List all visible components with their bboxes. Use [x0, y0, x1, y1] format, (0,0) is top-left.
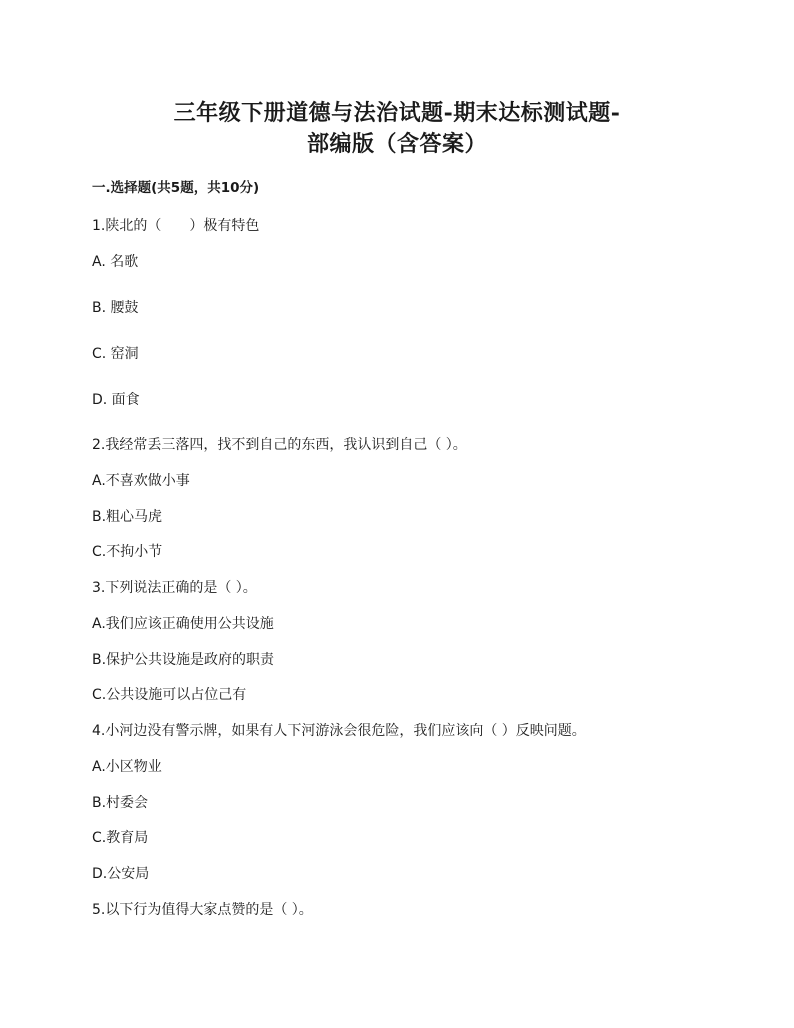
question-1-option-c: C. 窑洞	[92, 346, 139, 362]
question-4-option-b: B.村委会	[92, 795, 149, 811]
question-2-stem: 2.我经常丢三落四，找不到自己的东西，我认识到自己（ ）。	[92, 437, 467, 453]
question-3-option-c: C.公共设施可以占位己有	[92, 687, 247, 703]
question-1-stem: 1.陕北的（ ）极有特色	[92, 218, 260, 234]
question-1-option-b: B. 腰鼓	[92, 300, 139, 316]
question-4-option-a: A.小区物业	[92, 759, 162, 775]
question-1-option-a: A. 名歌	[92, 254, 139, 270]
question-2-option-b: B.粗心马虎	[92, 509, 163, 525]
question-1-option-d: D. 面食	[92, 392, 140, 408]
section-heading: 一.选择题(共5题，共10分)	[92, 180, 260, 196]
question-3-option-b: B.保护公共设施是政府的职责	[92, 652, 275, 668]
document-title-line-2: 部编版（含答案）	[306, 131, 487, 157]
document-title-line-1: 三年级下册道德与法治试题-期末达标测试题-	[173, 100, 621, 126]
question-2-option-a: A.不喜欢做小事	[92, 473, 190, 489]
question-3-option-a: A.我们应该正确使用公共设施	[92, 616, 274, 632]
question-4-option-d: D.公安局	[92, 866, 150, 882]
question-3-stem: 3.下列说法正确的是（ ）。	[92, 580, 257, 596]
question-2-option-c: C.不拘小节	[92, 544, 163, 560]
question-5-stem: 5.以下行为值得大家点赞的是（ ）。	[92, 902, 313, 918]
question-4-option-c: C.教育局	[92, 830, 149, 846]
question-4-stem: 4.小河边没有警示牌，如果有人下河游泳会很危险，我们应该向（ ）反映问题。	[92, 723, 586, 739]
